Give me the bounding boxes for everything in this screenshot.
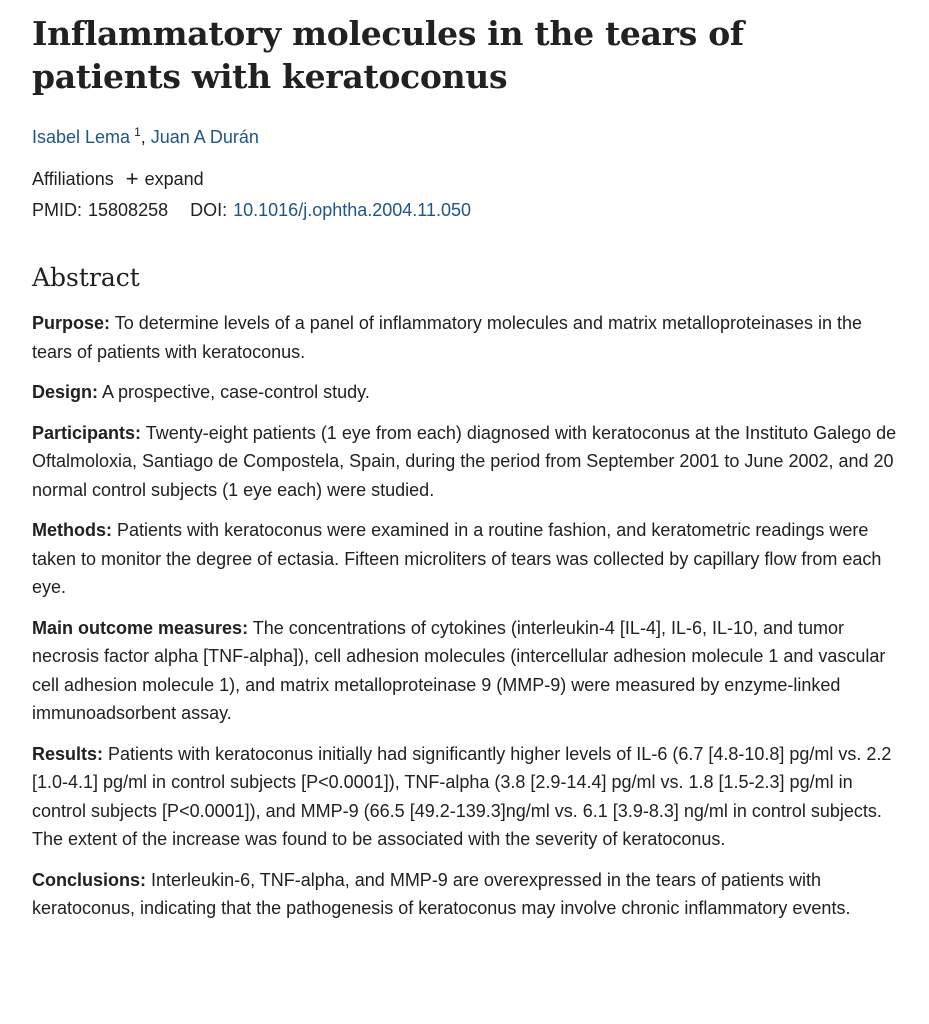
abstract-methods — [32, 516, 897, 602]
author-link-juan-a-duran[interactable]: Juan A Durán — [150, 127, 259, 147]
abstract-results — [32, 740, 897, 854]
expand-affiliations-button[interactable] — [126, 167, 204, 191]
author-link-isabel-lema[interactable]: Isabel Lema — [32, 127, 131, 147]
section-label: Conclusions: — [32, 869, 147, 890]
section-text: To determine levels of a panel of inflammatory molecules and matrix metalloproteinases in the tears of patients with keratoconus. — [32, 313, 863, 362]
section-text: The concentrations of cytokines (interleukin-4 [IL-4], IL-6, IL-10, and tumor necrosis factor alpha [TNF-alpha]), cell adhesion molecules (intercellular adhesion molecule 1 and vascular cell adhesion molecule 1), and matrix metalloproteinase 9 (MMP-9) were measured by enzyme-linked immunoadsorbent assay. — [32, 617, 886, 723]
section-text: A prospective, case-control study. — [102, 382, 370, 402]
section-label: Main outcome measures: — [32, 617, 249, 638]
abstract-purpose — [32, 309, 897, 366]
abstract-main-outcome-measures — [32, 614, 897, 728]
abstract-body — [32, 309, 897, 923]
section-label: Design: — [32, 382, 99, 402]
abstract-design — [32, 378, 897, 407]
section-label: Participants: — [32, 422, 142, 443]
section-label: Results: — [32, 743, 104, 764]
affiliations-row — [32, 167, 897, 191]
abstract-participants — [32, 419, 897, 505]
identifiers-row — [32, 198, 897, 222]
section-label: Methods: — [32, 520, 112, 540]
article-title: Inflammatory molecules in the tears of patients with keratoconus — [32, 14, 744, 96]
section-label: Purpose: — [32, 313, 111, 333]
pmid-value: 15808258 — [88, 200, 169, 220]
expand-label: expand — [144, 169, 204, 189]
author-separator: , — [140, 127, 151, 147]
section-text: Interleukin-6, TNF-alpha, and MMP-9 are overexpressed in the tears of patients with keratoconus, indicating that the pathogenesis of keratoconus may involve chronic inflammatory events. — [32, 869, 851, 918]
section-text: Twenty-eight patients (1 eye from each) diagnosed with keratoconus at the Instituto Galego de Oftalmoloxia, Santiago de Compostela, Spain, during the period from September 2001 to June 2002, and 20 normal control subjects (1 eye each) were studied. — [32, 422, 897, 500]
abstract-heading: Abstract — [32, 263, 140, 292]
affiliation-superscript[interactable]: 1 — [134, 125, 141, 139]
section-text: Patients with keratoconus initially had significantly higher levels of IL-6 (6.7 [4.8-10.8] pg/ml vs. 2.2 [1.0-4.1] pg/ml in control subjects [P<0.0001]), TNF-alpha (3.8 [2.9-14.4] pg/ml vs. 1.8 [1.5-2.3] pg/ml in control subjects [P<0.0001]), and MMP-9 (66.5 [49.2-139.3]ng/ml vs. 6.1 [3.9-8.3] ng/ml in control subjects. The extent of the increase was found to be associated with the severity of keratoconus. — [32, 743, 892, 849]
author-list — [32, 120, 897, 149]
abstract-conclusions — [32, 866, 897, 923]
affiliations-label: Affiliations — [32, 169, 114, 189]
doi-label: DOI: — [190, 200, 228, 220]
pmid-label: PMID: — [32, 200, 83, 220]
plus-icon: + — [125, 166, 139, 191]
doi-link[interactable]: 10.1016/j.ophtha.2004.11.050 — [233, 200, 472, 220]
section-text: Patients with keratoconus were examined in a routine fashion, and keratometric readings were taken to monitor the degree of ectasia. Fifteen microliters of tears was collected by capillary flow from each eye. — [32, 520, 882, 597]
